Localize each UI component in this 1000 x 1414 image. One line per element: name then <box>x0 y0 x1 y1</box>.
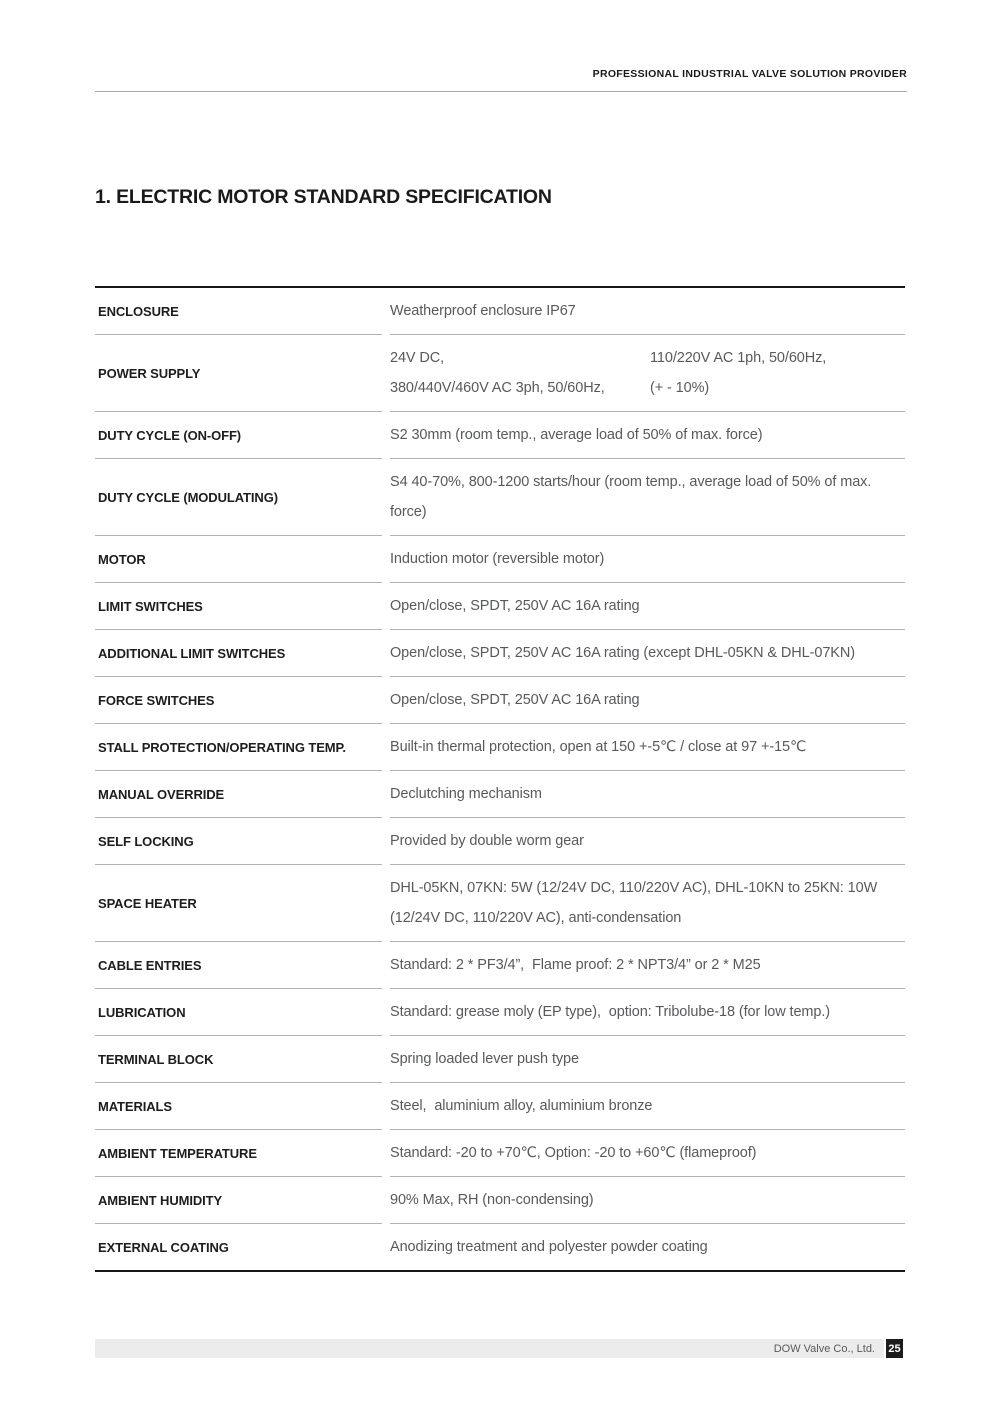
column-gap <box>382 1130 390 1177</box>
column-gap <box>382 942 390 989</box>
column-gap <box>382 818 390 865</box>
spec-value: Standard: grease moly (EP type), option: Tribolube-18 (for low temp.) <box>390 989 905 1036</box>
column-gap <box>382 771 390 818</box>
spec-value: Standard: -20 to +70℃, Option: -20 to +60℃ (flameproof) <box>390 1130 905 1177</box>
spec-label: POWER SUPPLY <box>95 335 382 412</box>
table-row <box>95 818 905 865</box>
column-gap <box>382 536 390 583</box>
spec-label: DUTY CYCLE (MODULATING) <box>95 459 382 536</box>
spec-label: FORCE SWITCHES <box>95 677 382 724</box>
spec-value: Built-in thermal protection, open at 150 +-5℃ / close at 97 +-15℃ <box>390 724 905 771</box>
spec-value: Weatherproof enclosure IP67 <box>390 288 905 335</box>
table-row <box>95 1177 905 1224</box>
page-footer <box>95 1339 903 1358</box>
column-gap <box>382 989 390 1036</box>
column-gap <box>382 412 390 459</box>
power-supply-option: 110/220V AC 1ph, 50/60Hz, <box>650 350 827 366</box>
header-rule <box>95 91 907 92</box>
column-gap <box>382 459 390 536</box>
spec-value: S4 40-70%, 800-1200 starts/hour (room temp., average load of 50% of max. force) <box>390 459 905 536</box>
page-title: 1. ELECTRIC MOTOR STANDARD SPECIFICATION <box>95 186 552 208</box>
spec-value: Induction motor (reversible motor) <box>390 536 905 583</box>
spec-value: Steel, aluminium alloy, aluminium bronze <box>390 1083 905 1130</box>
spec-label: EXTERNAL COATING <box>98 1239 229 1255</box>
spec-label: MANUAL OVERRIDE <box>95 771 382 818</box>
spec-value: S2 30mm (room temp., average load of 50% of max. force) <box>390 412 905 459</box>
spec-label: TERMINAL BLOCK <box>95 1036 382 1083</box>
column-gap <box>382 630 390 677</box>
spec-value: Open/close, SPDT, 250V AC 16A rating <box>390 583 905 630</box>
spec-label: SPACE HEATER <box>95 865 382 942</box>
table-row <box>95 771 905 818</box>
table-row <box>95 677 905 724</box>
table-row <box>95 1130 905 1177</box>
spec-label: STALL PROTECTION/OPERATING TEMP. <box>95 724 382 771</box>
spec-value: Anodizing treatment and polyester powder coating <box>390 1239 708 1255</box>
table-row <box>95 1036 905 1083</box>
spec-value: Open/close, SPDT, 250V AC 16A rating (except DHL-05KN & DHL-07KN) <box>390 630 905 677</box>
spec-label: ADDITIONAL LIMIT SWITCHES <box>95 630 382 677</box>
spec-label: LIMIT SWITCHES <box>95 583 382 630</box>
page-number-badge: 25 <box>886 1339 903 1358</box>
table-row <box>95 865 905 942</box>
table-row <box>95 1224 905 1270</box>
power-supply-option: 380/440V/460V AC 3ph, 50/60Hz, <box>390 380 605 396</box>
table-row <box>95 536 905 583</box>
spec-value: 90% Max, RH (non-condensing) <box>390 1177 905 1224</box>
footer-bar <box>95 1339 884 1358</box>
column-gap <box>382 865 390 942</box>
table-row <box>95 724 905 771</box>
table-row <box>95 412 905 459</box>
footer-company: DOW Valve Co., Ltd. <box>773 1342 875 1355</box>
table-row <box>95 630 905 677</box>
power-supply-grid <box>390 343 905 403</box>
table-row <box>95 942 905 989</box>
column-gap <box>382 288 390 335</box>
table-row <box>95 288 905 335</box>
column-gap <box>382 724 390 771</box>
spec-label: MATERIALS <box>95 1083 382 1130</box>
column-gap <box>382 335 390 412</box>
spec-value: Provided by double worm gear <box>390 818 905 865</box>
table-row <box>95 1083 905 1130</box>
spec-table <box>95 286 905 1272</box>
spec-label: MOTOR <box>95 536 382 583</box>
spec-label: LUBRICATION <box>95 989 382 1036</box>
spec-label: SELF LOCKING <box>95 818 382 865</box>
column-gap <box>382 1083 390 1130</box>
spec-label: DUTY CYCLE (ON-OFF) <box>95 412 382 459</box>
spec-value: DHL-05KN, 07KN: 5W (12/24V DC, 110/220V AC), DHL-10KN to 25KN: 10W (12/24V DC, 110/220V AC), anti-condensation <box>390 865 905 942</box>
table-row <box>95 583 905 630</box>
column-gap <box>382 1036 390 1083</box>
spec-value: Open/close, SPDT, 250V AC 16A rating <box>390 677 905 724</box>
spec-value: Standard: 2 * PF3/4”, Flame proof: 2 * NPT3/4” or 2 * M25 <box>390 942 905 989</box>
spec-label: AMBIENT HUMIDITY <box>95 1177 382 1224</box>
spec-value: Spring loaded lever push type <box>390 1036 905 1083</box>
spec-label: ENCLOSURE <box>95 288 382 335</box>
power-supply-option: (+ - 10%) <box>650 380 710 396</box>
table-row <box>95 989 905 1036</box>
table-row <box>95 459 905 536</box>
column-gap <box>382 1177 390 1224</box>
spec-value: Declutching mechanism <box>390 771 905 818</box>
column-gap <box>382 583 390 630</box>
column-gap <box>382 677 390 724</box>
spec-label: CABLE ENTRIES <box>95 942 382 989</box>
column-gap <box>382 1224 390 1270</box>
spec-value <box>390 335 905 412</box>
spec-label: AMBIENT TEMPERATURE <box>95 1130 382 1177</box>
power-supply-option: 24V DC, <box>390 350 445 366</box>
header-tagline: PROFESSIONAL INDUSTRIAL VALVE SOLUTION PROVIDER <box>592 68 907 80</box>
table-row <box>95 335 905 412</box>
